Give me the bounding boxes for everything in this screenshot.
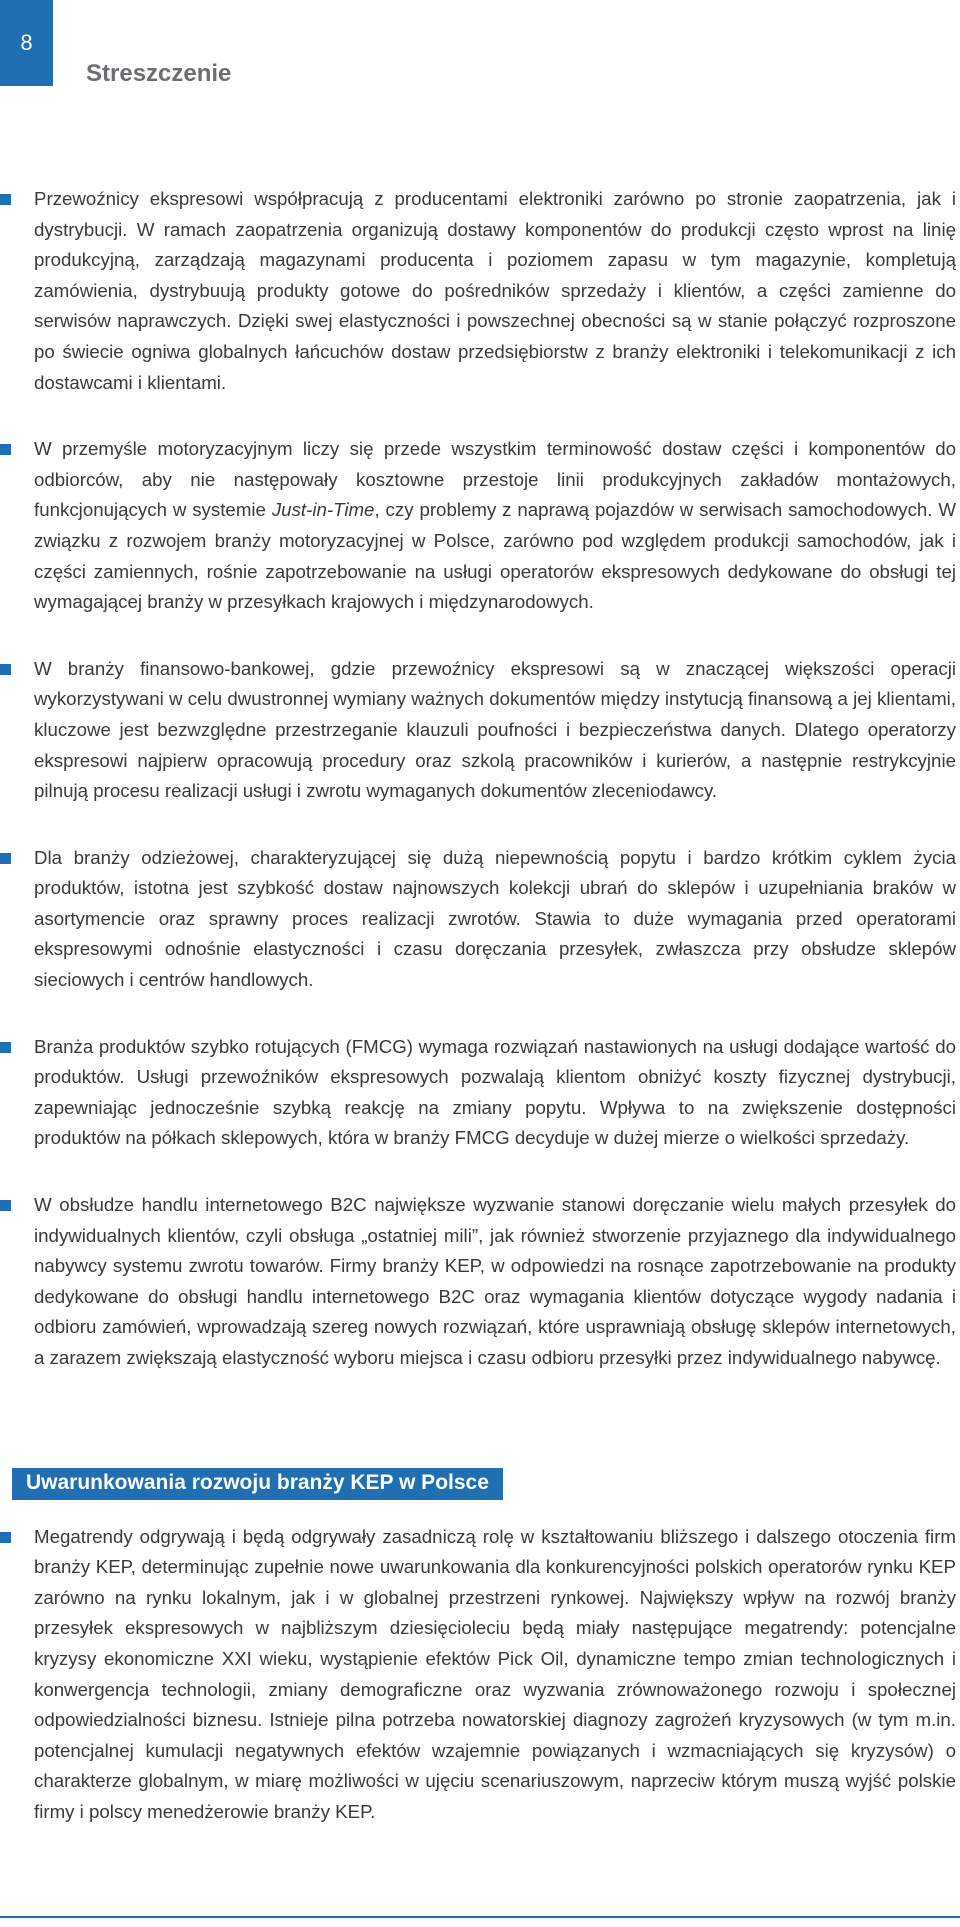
bullet-square-icon — [0, 1042, 11, 1053]
paragraph-text: Dla branży odzieżowej, charakteryzującej się dużą niepewnością popytu i bardzo krótkim cyklem życia produktów, istotna jest szybkość dostaw najnowszych kolekcji ubrań do sklepów i uzupełniania braków w asortymencie oraz sprawny proces realizacji zwrotów. Stawia to duże wymagania przed operatorami ekspresowymi odnośnie elastyczności i czasu doręczania przesyłek, zwłaszcza przy obsłudze sklepów sieciowych i centrów handlowych. — [34, 846, 956, 991]
bullet-square-icon — [0, 1532, 11, 1543]
paragraph-text: W przemyśle motoryzacyjnym liczy się przede wszystkim terminowość dostaw części i komponentów do odbiorców, aby nie następowały kosztowne przestoje linii produkcyjnych zakładów montażowych, funkcjonujących w systemie Just-in-Time, czy problemy z naprawą pojazdów w serwisach samochodowych. W związku z rozwojem branży motoryzacyjnej w Polsce, zarówno pod względem produkcji samochodów, jak i części zamiennych, rośnie zapotrzebowanie na usługi operatorów ekspresowych dedykowane do obsługi tej wymagającej branży w przesyłkach krajowych i międzynarodowych. — [34, 438, 957, 613]
section-heading: Uwarunkowania rozwoju branży KEP w Polsce — [12, 1468, 503, 1500]
paragraph-apparel — [34, 843, 956, 996]
paragraph-text: Megatrendy odgrywają i będą odgrywały zasadniczą rolę w kształtowaniu bliższego i dalszego otoczenia firm branży KEP, determinując zupełnie nowe uwarunkowania dla konkurencyjności polskich operatorów rynku KEP zarówno na rynku lokalnym, jak i w globalnej przestrzeni rynkowej. Największy wpływ na rozwój branży przesyłek ekspresowych w najbliższym dziesięcioleciu będą miały następujące megatrendy: potencjalne kryzysy ekonomiczne XXI wieku, wystąpienie efektów Pick Oil, dynamiczne tempo zmian technologicznych i konwergencja technologii, zmiany demograficzne oraz wyzwania zrównoważonego rozwoju i społecznej odpowiedzialności biznesu. Istnieje pilna potrzeba nowatorskiej diagnozy zagrożeń kryzysowych (w tym m.in. potencjalnej kumulacji negatywnych efektów wzajemnie powiązanych i wzmacniających się kryzysów) o charakterze globalnym, w miarę możliwości w ujęciu scenariuszowym, naprzeciw którym muszą wyjść polskie firmy i polscy menedżerowie branży KEP. — [34, 1525, 956, 1822]
page-content — [26, 184, 957, 1864]
bullet-square-icon — [0, 444, 11, 455]
paragraph-finance — [34, 654, 956, 807]
paragraph-megatrends — [34, 1522, 956, 1828]
paragraph-text: W obsłudze handlu internetowego B2C największe wyzwanie stanowi doręczanie wielu małych przesyłek do indywidualnych klientów, czyli obsługa „ostatniej mili”, jak również stworzenie przyjaznego dla indywidualnego nabywcy systemu zwrotu towarów. Firmy branży KEP, w odpowiedzi na rosnące zapotrzebowanie na produkty dedykowane do obsługi handlu internetowego B2C oraz wymagania klientów dotyczące wygody nadania i odbioru zamówień, wprowadzają szereg nowych rozwiązań, które usprawniają obsługę sklepów internetowych, a zarazem zwiększają elastyczność wyboru miejsca i czasu odbioru przesyłki przez indywidualnego nabywcę. — [34, 1194, 956, 1368]
paragraph-text: Branża produktów szybko rotujących (FMCG) wymaga rozwiązań nastawionych na usługi dodające wartość do produktów. Usługi przewoźników ekspresowych pozwalają klientom obniżyć koszty fizycznej dystrybucji, zapewniając jednocześnie szybką reakcję na zmiany popytu. Wpływa to na zwiększenie dostępności produktów na półkach sklepowych, która w branży FMCG decyduje w dużej mierze o wielkości sprzedaży. — [34, 1035, 956, 1149]
bullet-square-icon — [0, 1200, 11, 1211]
paragraph-text: W branży finansowo-bankowej, gdzie przewoźnicy ekspresowi są w znaczącej większości operacji wykorzystywani w celu dwustronnej wymiany ważnych dokumentów między instytucją finansową a jej klientami, kluczowe jest bezwzględne przestrzeganie klauzuli poufności i bezpieczeństwa danych. Dlatego operatorzy ekspresowi najpierw opracowują procedury oraz szkolą pracowników i kurierów, a następnie restrykcyjnie pilnują procesu realizacji usługi i zwrotu wymaganych dokumentów zleceniodawcy. — [34, 657, 956, 802]
paragraph-electronics — [34, 184, 956, 398]
paragraph-fmcg — [34, 1032, 956, 1154]
italic-term: Just-in-Time — [271, 499, 375, 521]
paragraph-automotive — [34, 434, 956, 618]
footer-divider — [0, 1916, 960, 1918]
bullet-square-icon — [0, 664, 11, 675]
bullet-square-icon — [0, 853, 11, 864]
page-number: 8 — [0, 0, 53, 86]
paragraph-ecommerce — [34, 1190, 956, 1374]
section-title: Streszczenie — [86, 60, 232, 87]
bullet-square-icon — [0, 194, 11, 205]
paragraph-text: Przewoźnicy ekspresowi współpracują z producentami elektroniki zarówno po stronie zaopatrzenia, jak i dystrybucji. W ramach zaopatrzenia organizują dostawy komponentów do produkcji często wprost na linię produkcyjną, zarządzają magazynami producenta i poziomem zapasu w tym magazynie, kompletują zamówienia, dystrybuują produkty gotowe do pośredników sprzedaży i klientów, a części zamienne do serwisów naprawczych. Dzięki swej elastyczności i powszechnej obecności są w stanie połączyć rozproszone po świecie ogniwa globalnych łańcuchów dostaw przedsiębiorstw z branży elektroniki i telekomunikacji z ich dostawcami i klientami. — [34, 188, 956, 393]
